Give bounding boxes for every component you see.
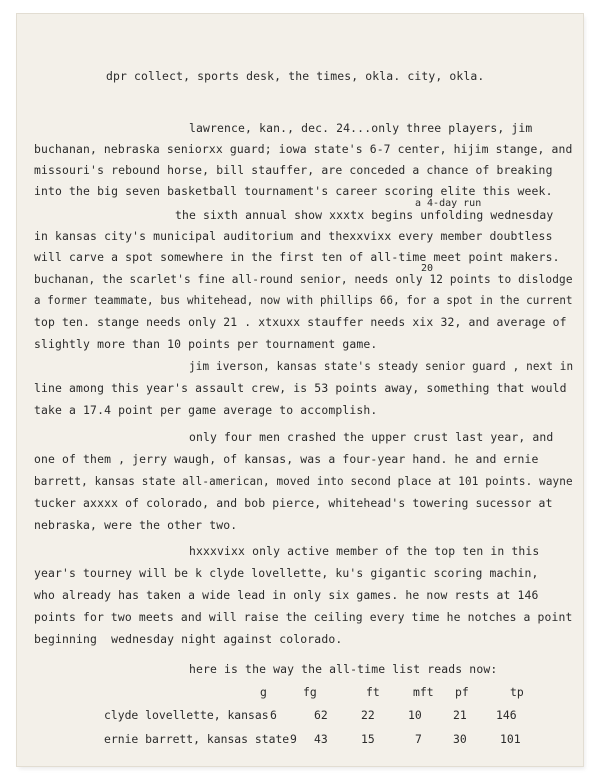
typed-insertion-points: 20 — [421, 263, 434, 274]
text-line: buchanan, the scarlet's fine all-round senior, needs only 12 points to dislodge — [34, 272, 573, 286]
text-line: a former teammate, bus whitehead, now with phillips 66, for a spot in the current — [34, 293, 573, 307]
text-line: nebraska, were the other two. — [34, 518, 238, 532]
text-line: barrett, kansas state all-american, moved into second place at 101 points. wayne — [34, 474, 573, 488]
text-line: here is the way the all-time list reads now: — [189, 662, 498, 676]
text-line: slightly more than 10 points per tournament game. — [34, 337, 378, 351]
header-line: dpr collect, sports desk, the times, okla. city, okla. — [106, 69, 485, 83]
table-header-fg: fg — [303, 685, 317, 699]
text-line: year's tourney will be k clyde lovellette, ku's gigantic scoring machin, — [34, 566, 539, 580]
table-cell-fg: 62 — [314, 708, 328, 722]
table-cell-fg: 43 — [314, 732, 328, 746]
text-line: take a 17.4 point per game average to accomplish. — [34, 403, 378, 417]
table-cell-mft: 7 — [415, 732, 422, 746]
table-cell-ft: 22 — [361, 708, 375, 722]
text-line: points for two meets and will raise the ceiling every time he notches a point — [34, 610, 573, 624]
table-cell-tp: 101 — [500, 732, 521, 746]
table-cell-pf: 21 — [453, 708, 467, 722]
text-line: the sixth annual show xxxtx begins unfolding wednesday — [175, 208, 554, 222]
table-header-pf: pf — [455, 685, 469, 699]
text-line: jim iverson, kansas state's steady senior guard , next in — [189, 359, 574, 373]
text-line: one of them , jerry waugh, of kansas, was a four-year hand. he and ernie — [34, 452, 539, 466]
text-line: lawrence, kan., dec. 24...only three players, jim — [189, 121, 533, 135]
typed-insertion-run: a 4-day run — [415, 198, 482, 209]
table-row-name: ernie barrett, kansas state — [104, 732, 290, 746]
text-line: beginning wednesday night against colorado. — [34, 632, 343, 646]
text-line: who already has taken a wide lead in only six games. he now rests at 146 — [34, 588, 539, 602]
table-header-mft: mft — [413, 685, 434, 699]
table-cell-tp: 146 — [496, 708, 517, 722]
text-line: in kansas city's municipal auditorium and thexxvixx every member doubtless — [34, 229, 553, 243]
text-line: tucker axxxx of colorado, and bob pierce, whitehead's towering sucessor at — [34, 496, 553, 510]
table-header-ft: ft — [366, 685, 380, 699]
table-row-name: clyde lovellette, kansas — [104, 708, 269, 722]
typewritten-page — [17, 14, 583, 766]
table-cell-mft: 10 — [408, 708, 422, 722]
table-cell-pf: 30 — [453, 732, 467, 746]
table-header-g: g — [260, 685, 267, 699]
table-cell-g: 6 — [270, 708, 277, 722]
text-line: missouri's rebound horse, bill stauffer, are conceded a chance of breaking — [34, 163, 553, 177]
text-line: will carve a spot somewhere in the first ten of all-time meet point makers. — [34, 250, 560, 264]
table-header-tp: tp — [510, 685, 524, 699]
text-line: buchanan, nebraska seniorxx guard; iowa state's 6-7 center, hijim stange, and — [34, 142, 573, 156]
text-line: hxxxvixx only active member of the top ten in this — [189, 544, 540, 558]
text-line: line among this year's assault crew, is 53 points away, something that would — [34, 381, 567, 395]
text-line: only four men crashed the upper crust last year, and — [189, 430, 554, 444]
text-line: into the big seven basketball tournament's career scoring elite this week. — [34, 184, 553, 198]
table-cell-ft: 15 — [361, 732, 375, 746]
table-cell-g: 9 — [290, 732, 297, 746]
text-line: top ten. stange needs only 21 . xtxuxx stauffer needs xix 32, and average of — [34, 315, 567, 329]
